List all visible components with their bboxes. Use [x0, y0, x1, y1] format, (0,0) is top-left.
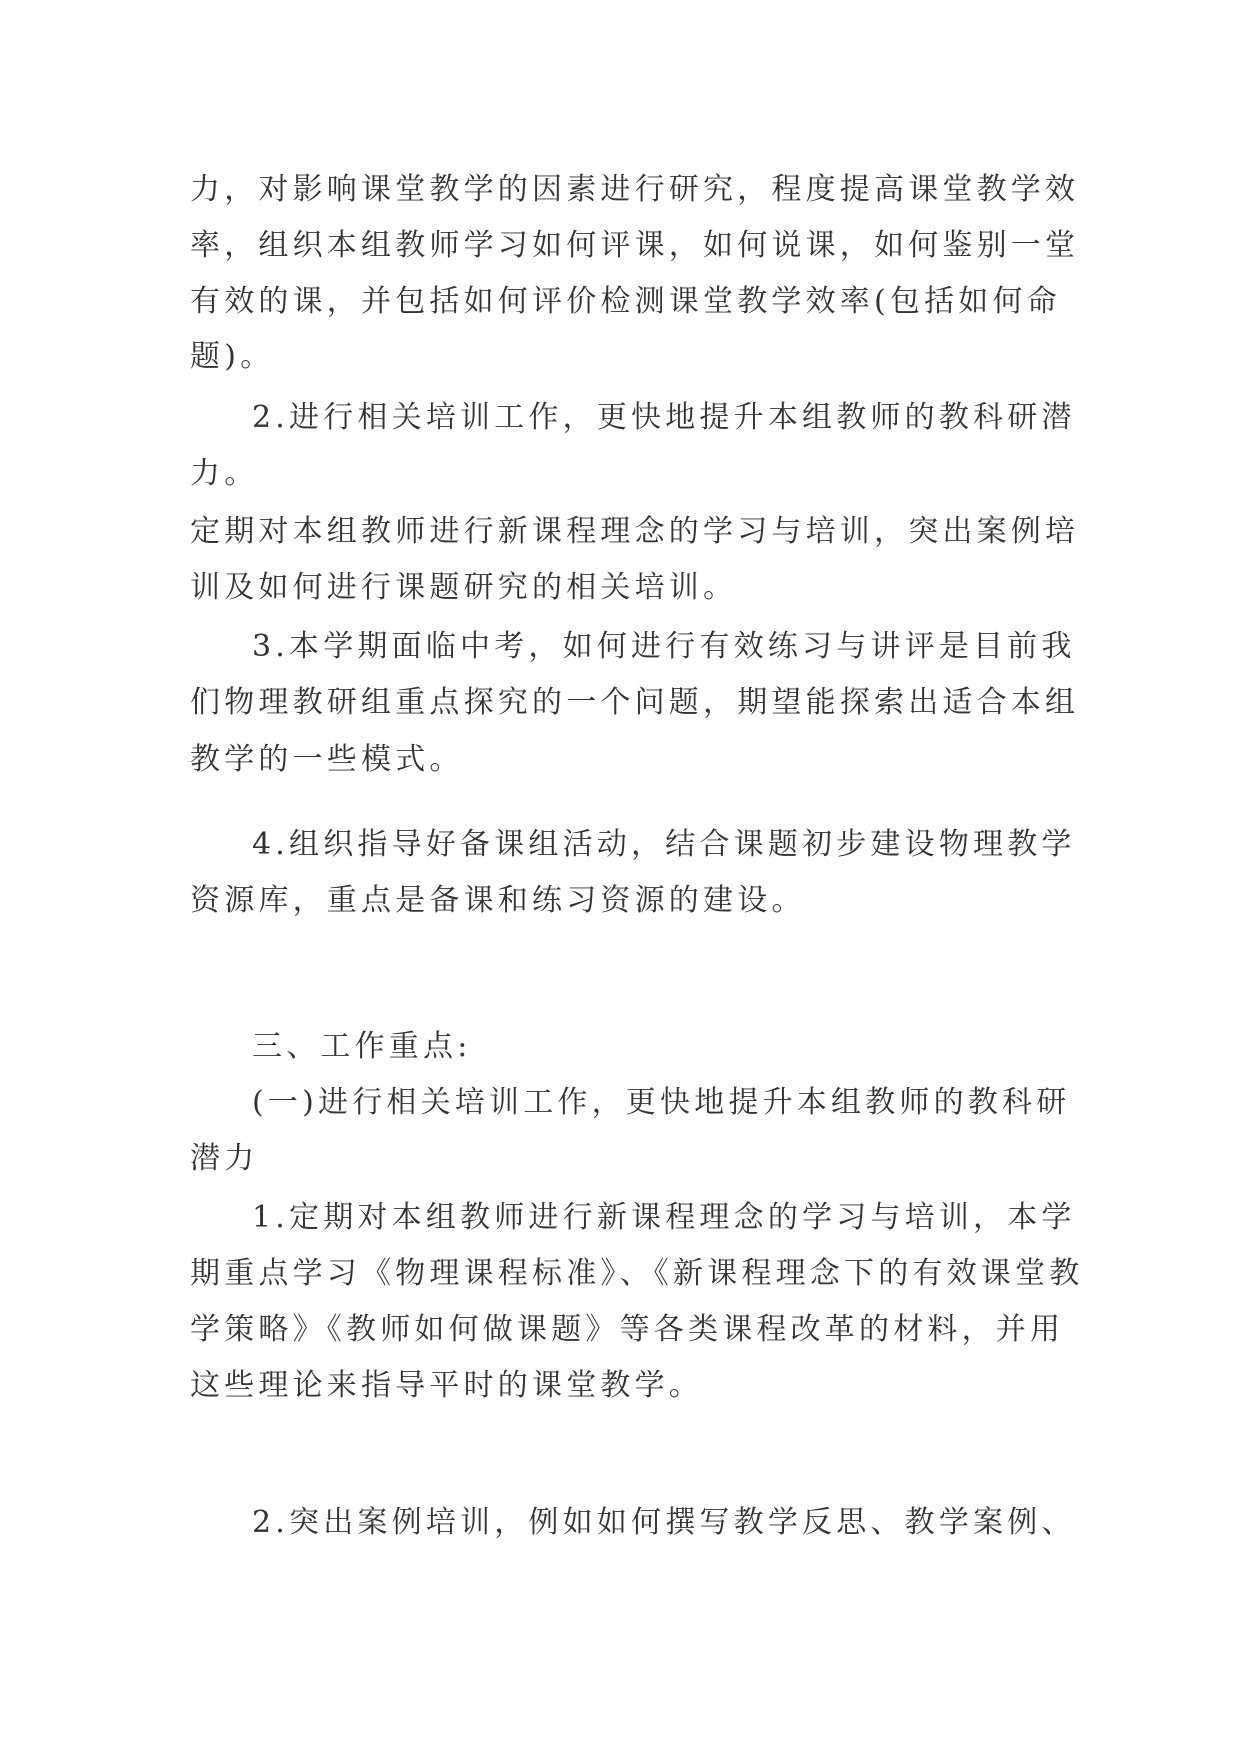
- list-item-1: 1.定期对本组教师进行新课程理念的学习与培训，本学: [252, 1200, 1076, 1235]
- paragraph-line: 题)。: [190, 339, 275, 374]
- list-item-3: 3.本学期面临中考，如何进行有效练习与讲评是目前我: [252, 629, 1076, 664]
- paragraph-line: 训及如何进行课题研究的相关培训。: [190, 570, 738, 605]
- paragraph-line: 率，组织本组教师学习如何评课，如何说课，如何鉴别一堂: [190, 228, 1080, 263]
- paragraph-line: 定期对本组教师进行新课程理念的学习与培训，突出案例培: [190, 514, 1080, 549]
- list-item-4: 4.组织指导好备课组活动，结合课题初步建设物理教学: [252, 827, 1076, 862]
- list-item-2: 2.进行相关培训工作，更快地提升本组教师的教科研潜: [252, 400, 1076, 435]
- paragraph-line: 教学的一些模式。: [190, 742, 464, 777]
- list-item-2: 2.突出案例培训，例如如何撰写教学反思、教学案例、: [252, 1505, 1076, 1540]
- paragraph-line: 们物理教研组重点探究的一个问题，期望能探索出适合本组: [190, 685, 1080, 720]
- paragraph-line: 力。: [190, 456, 259, 491]
- section-heading: 三、工作重点:: [252, 1029, 472, 1064]
- paragraph-line: 学策略》《教师如何做课题》等各类课程改革的材料，并用: [190, 1312, 1065, 1347]
- paragraph-line: 期重点学习《物理课程标准》、《新课程理念下的有效课堂教: [190, 1256, 1084, 1291]
- paragraph-line: 力，对影响课堂教学的因素进行研究，程度提高课堂教学效: [190, 172, 1080, 207]
- paragraph-line: 这些理论来指导平时的课堂教学。: [190, 1368, 703, 1403]
- subsection-heading: (一)进行相关培训工作，更快地提升本组教师的教科研: [252, 1085, 1071, 1120]
- paragraph-line: 资源库，重点是备课和练习资源的建设。: [190, 883, 806, 918]
- paragraph-line: 潜力: [190, 1141, 259, 1176]
- paragraph-line: 有效的课，并包括如何评价检测课堂教学效率(包括如何命: [190, 284, 1061, 319]
